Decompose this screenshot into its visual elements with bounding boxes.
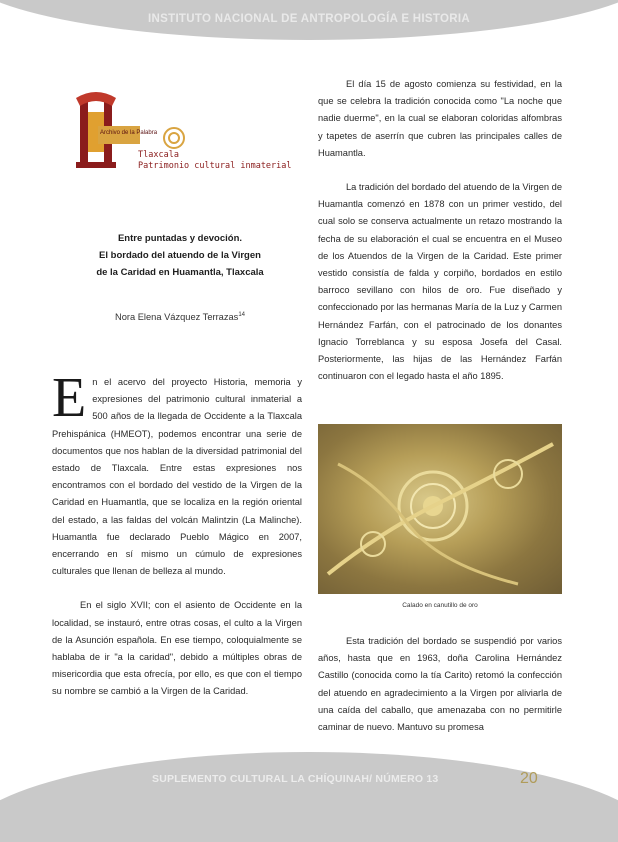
- left-paragraph-1-text: n el acervo del proyecto Historia, memoria y expresiones del patrimonio cultural inmaterial a 500 años de la llegada de Occidente a la Tlaxcala Prehispánica (HMEOT), podemos encontrar una serie de documentos que nos hablan de la diversidad patrimonial del estado de Tlaxcala. Entre estas expresiones nos encontramos con el bordado del vestido de la Virgen de la Caridad en Huamantla, que se localiza en la región oriental del estado, a las faldas del volcán Malintzin (La Malinche). Huamantla fue declarado Pueblo Mágico en 2007, encerrando en sí mismo un cúmulo de expresiones culturales que llenan de belleza al mundo.: [52, 377, 302, 577]
- footer-band: [0, 752, 618, 842]
- embroidery-photo: [318, 424, 562, 594]
- photo-caption: Calado en canutillo de oro: [402, 602, 478, 609]
- author-footnote: 14: [238, 312, 246, 318]
- right-paragraph-2: La tradición del bordado del atuendo de la Virgen de Huamantla comenzó en 1878 con un primer vestido, del cual solo se conserva actualmente un retazo mostrando la fecha de su elaboración el cual se encuentra en el Museo de los Atuendos de la Virgen de la Caridad. Este primer vestido consistía de falda y corpiño, bordados en estilo barroco sevillano con hilos de oro. Fue diseñado y confeccionado por las hermanas María de la Luz y Carmen Hernández Farfán, con el patrocinado de los donantes Ignacio Torreblanca y su esposa Josefa del Casal. Posteriormente, las hijas de las Hernández Farfán continuaron con el legado hasta el año 1895.: [318, 182, 562, 382]
- article-title: [60, 230, 300, 281]
- title-line-2: El bordado del atuendo de la Virgen: [99, 250, 261, 261]
- logo-base: [76, 162, 116, 168]
- logo-column-left: [80, 98, 88, 162]
- left-paragraph-1: [52, 367, 302, 580]
- logo-arch: [76, 92, 116, 106]
- embroidery-vine-2: [338, 464, 518, 584]
- page-number: 20: [520, 770, 538, 787]
- embroidery-pattern: [318, 424, 562, 594]
- author: [60, 312, 300, 322]
- left-paragraph-2: En el siglo XVII; con el asiento de Occidente en la localidad, se instauró, entre otras cosas, el culto a la Virgen de la Asunción española. En ese tiempo, coloquialmente se hablaba de ir "a la caridad", debido a múltiples obras de misericordia que esta ofrecía, por ello, es que con el tiempo su nombre se cambió a la Virgen de la Caridad.: [52, 600, 302, 697]
- header-band: [0, 0, 618, 44]
- dropcap: E: [52, 367, 87, 429]
- embroidery-bud: [361, 532, 385, 556]
- right-column: [318, 76, 562, 402]
- right-paragraph-1: El día 15 de agosto comienza su festividad, en la que se celebra la tradición conocida como "La noche que nadie duerme", en la cual se elaboran coloridas alfombras y tapetes de aserrín que cubren las principales calles de Huamantla.: [318, 79, 562, 158]
- logo-spiral: [164, 128, 184, 148]
- left-column: [52, 367, 302, 718]
- author-name: Nora Elena Vázquez Terrazas: [114, 312, 239, 323]
- title-line-3: de la Caridad en Huamantla, Tlaxcala: [96, 267, 264, 278]
- logo-spiral-inner: [169, 133, 179, 143]
- footer-publication: SUPLEMENTO CULTURAL LA CHÍQUINAH/ NÚMERO 13: [152, 773, 439, 785]
- right-column-bottom: [318, 633, 562, 753]
- header-title: INSTITUTO NACIONAL DE ANTROPOLOGÍA E HISTORIA: [148, 13, 470, 25]
- title-line-1: Entre puntadas y devoción.: [117, 233, 243, 244]
- right-paragraph-3: Esta tradición del bordado se suspendió por varios años, hasta que en 1963, doña Carolina Hernández Castillo (conocida como la tía Carito) retomó la confección del atuendo en agradecimiento a la Virgen por aliviarla de una caída del caballo, que amenazaba con no permitirle caminar de nuevo. Mantuvo su promesa: [318, 636, 562, 733]
- logo-subtitle: [138, 150, 292, 172]
- logo-line1: Tlaxcala: [138, 150, 179, 160]
- logo-badge-text: Archivo de la Palabra: [100, 130, 158, 136]
- logo-line2: Patrimonio cultural inmaterial: [138, 161, 292, 171]
